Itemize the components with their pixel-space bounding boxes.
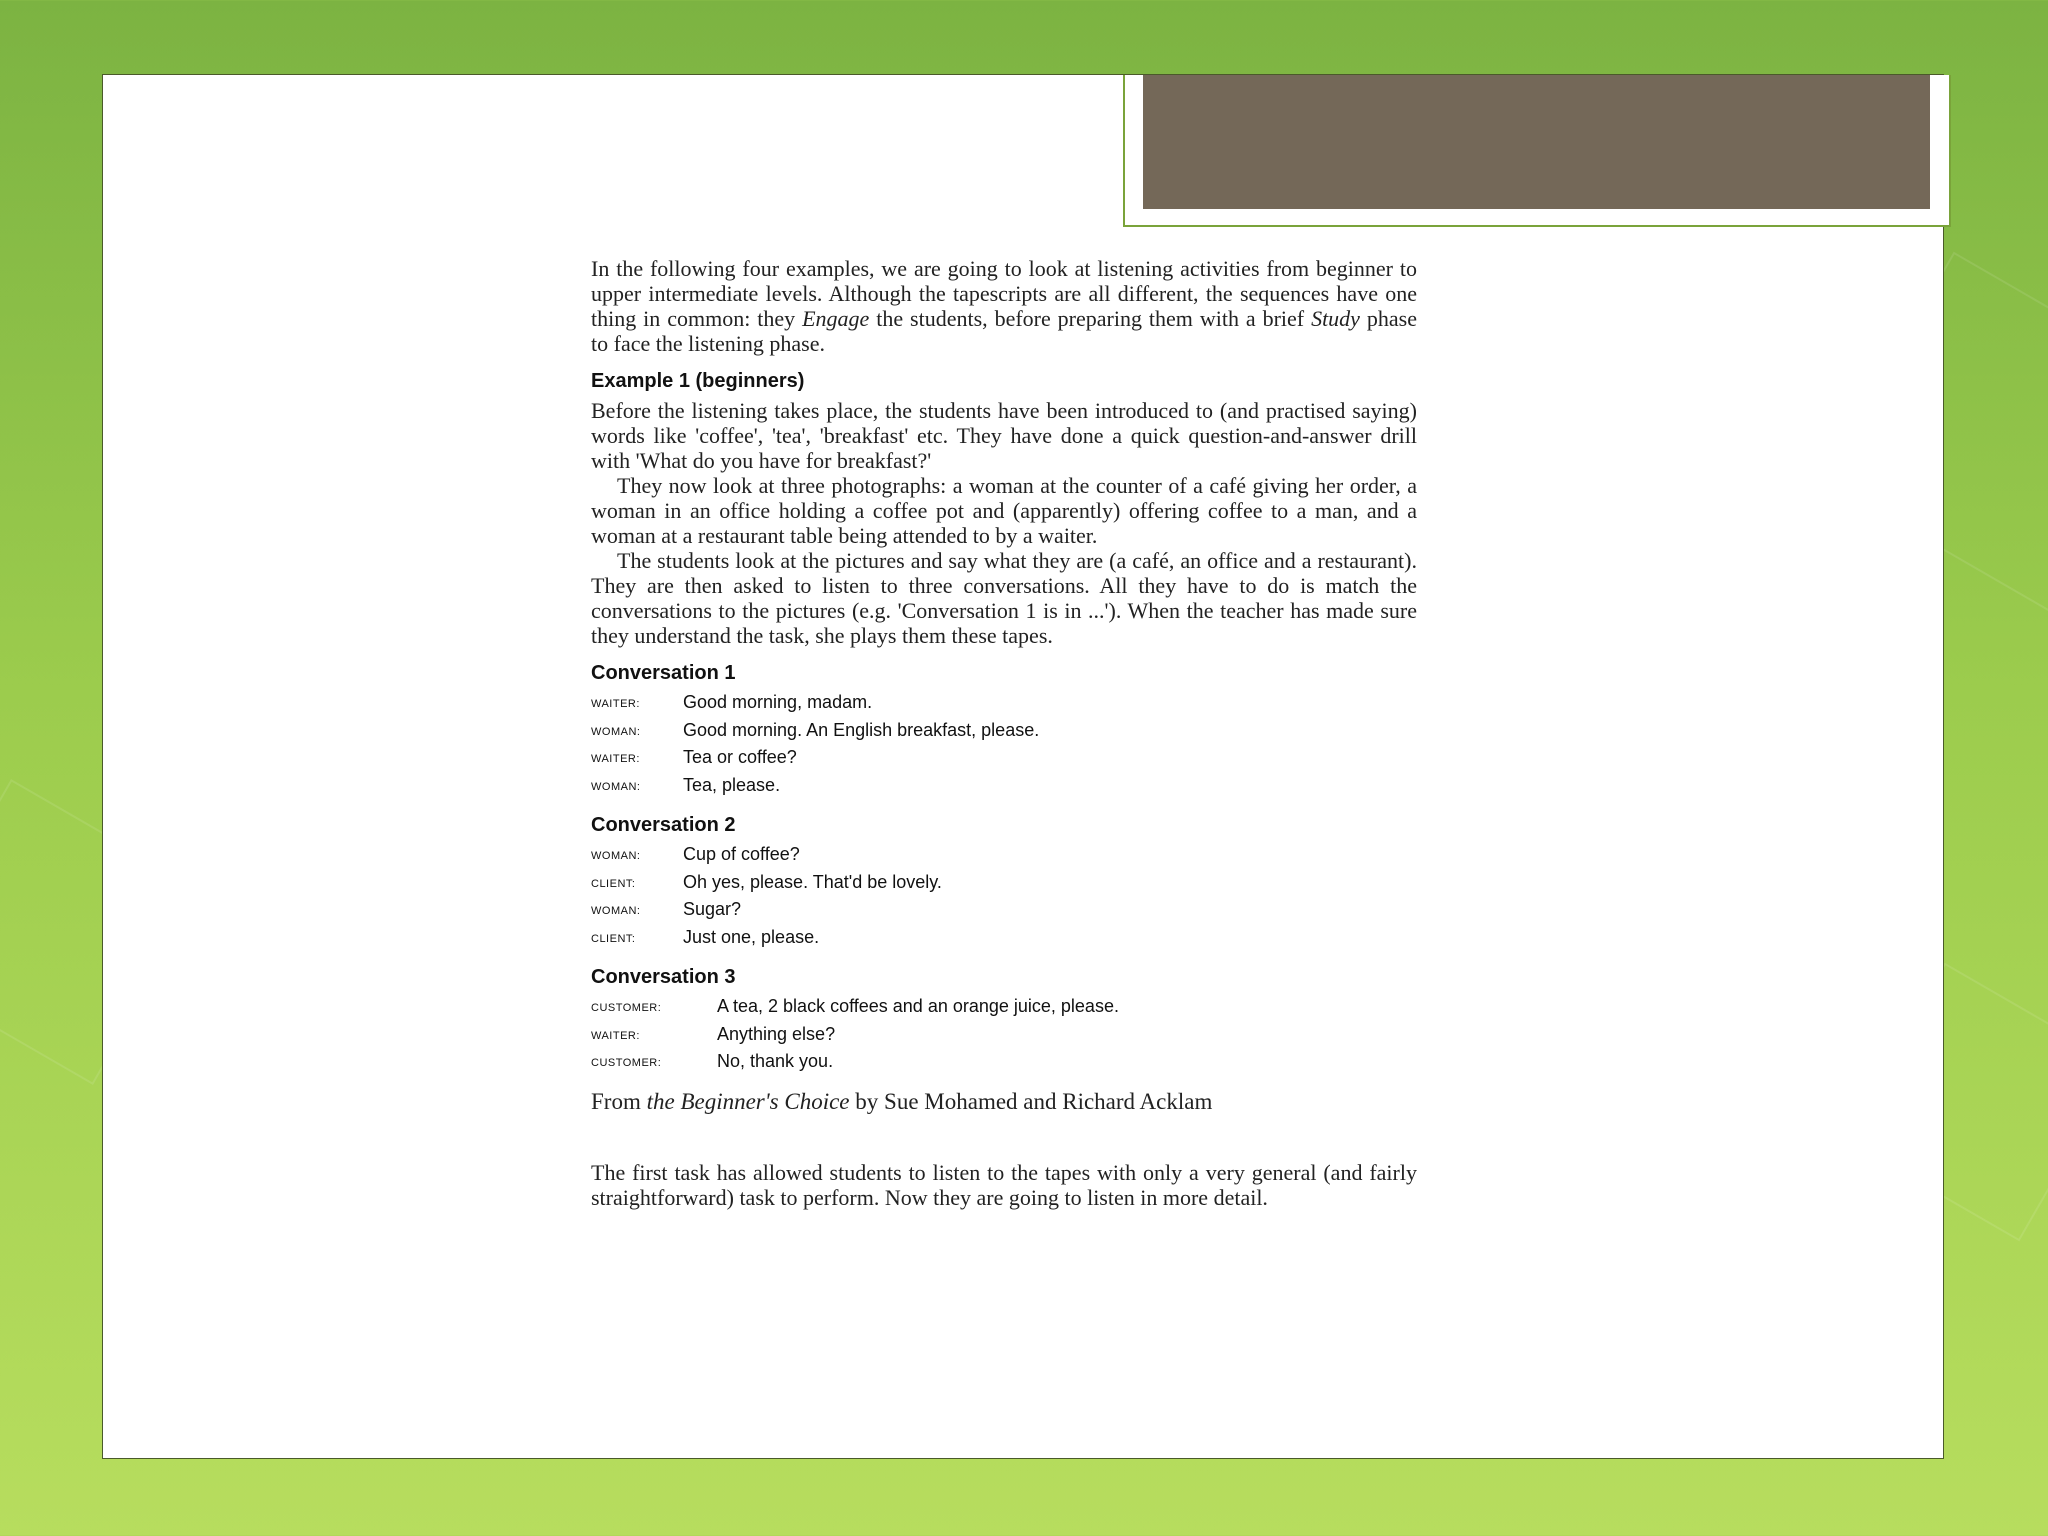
speaker-label: CLIENT:	[591, 932, 636, 945]
citation-text: by Sue Mohamed and Richard Acklam	[849, 1088, 1213, 1114]
speaker-label: WOMAN:	[591, 850, 641, 862]
scanned-document	[591, 256, 1417, 1210]
conversation-2	[591, 812, 1417, 952]
dialogue-line	[591, 1049, 1417, 1077]
source-citation	[591, 1089, 1417, 1114]
dialogue-text: Oh yes, please. That'd be lovely.	[683, 871, 942, 892]
conversation-3	[591, 964, 1417, 1077]
dialogue-text: Good morning, madam.	[683, 692, 873, 712]
example-heading: Example 1 (beginners)	[591, 370, 805, 392]
dialogue-line	[591, 773, 1417, 801]
dialogue-text: Good morning. An English breakfast, please.	[683, 719, 1040, 740]
dialogue-line	[591, 870, 1417, 898]
dialogue-line	[591, 718, 1417, 746]
body-paragraph: Before the listening takes place, the students have been introduced to (and practised saying) words like 'coffee', 'tea', 'breakfast' etc. They have done a quick question-and-answer drill with 'What do you have for breakfast?'	[591, 398, 1417, 473]
closing-paragraph: The first task has allowed students to listen to the tapes with only a very general (and fairly straightforward) task to perform. Now they are going to listen in more detail.	[591, 1159, 1417, 1210]
dialogue-line	[591, 842, 1417, 870]
dialogue-text: Tea, please.	[683, 774, 781, 795]
speaker-label: WOMAN:	[591, 725, 641, 738]
dialogue-line	[591, 1022, 1417, 1050]
conversation-title: Conversation 3	[591, 966, 736, 988]
conversation-title: Conversation 2	[591, 814, 736, 836]
speaker-label: WAITER:	[591, 1029, 640, 1042]
title-placeholder-bar	[1143, 75, 1930, 209]
dialogue-text: Sugar?	[683, 899, 742, 919]
dialogue-line	[591, 994, 1417, 1022]
citation-book-title: the Beginner's Choice	[646, 1088, 850, 1114]
dialogue-text: Tea or coffee?	[683, 747, 797, 767]
speaker-label: WAITER:	[591, 753, 640, 765]
dialogue-line	[591, 925, 1417, 953]
speaker-label: CUSTOMER:	[591, 1057, 662, 1069]
dialogue-text: Anything else?	[717, 1023, 836, 1044]
dialogue-text: Cup of coffee?	[683, 844, 800, 864]
citation-text: From	[591, 1088, 647, 1114]
dialogue-line	[591, 745, 1417, 773]
intro-text: the students, before preparing them with a brief	[869, 306, 1312, 331]
conversation-1	[591, 660, 1417, 800]
intro-emphasis-study: Study	[1311, 306, 1360, 331]
intro-text: In the following four examples, we are going to look at listening activities from beginner to upper intermediate levels. Although the tapescripts are all different, the sequences have one thing in common: they	[591, 256, 1417, 331]
dialogue-line	[591, 897, 1417, 925]
speaker-label: WOMAN:	[591, 905, 641, 917]
intro-paragraph	[591, 256, 1417, 356]
speaker-label: CLIENT:	[591, 877, 636, 890]
intro-emphasis-engage: Engage	[802, 306, 870, 331]
dialogue-line	[591, 690, 1417, 718]
intro-text: phase to face the listening phase.	[591, 306, 1417, 356]
dialogue-text: Just one, please.	[683, 926, 820, 947]
body-paragraph: They now look at three photographs: a woman at the counter of a café giving her order, a woman in an office holding a coffee pot and (apparently) offering coffee to a man, and a woman at a restaurant table being attended to by a waiter.	[591, 473, 1417, 548]
dialogue-text: A tea, 2 black coffees and an orange juice, please.	[717, 996, 1119, 1016]
speaker-label: WOMAN:	[591, 780, 641, 793]
conversation-title: Conversation 1	[591, 662, 736, 684]
dialogue-text: No, thank you.	[717, 1051, 834, 1071]
speaker-label: CUSTOMER:	[591, 1002, 662, 1014]
speaker-label: WAITER:	[591, 698, 640, 710]
body-paragraph: The students look at the pictures and say what they are (a café, an office and a restaurant). They are then asked to listen to three conversations. All they have to do is match the conversations to the pictures (e.g. 'Conversation 1 is in ...'). When the teacher has made sure they understand the task, she plays them these tapes.	[591, 548, 1417, 648]
